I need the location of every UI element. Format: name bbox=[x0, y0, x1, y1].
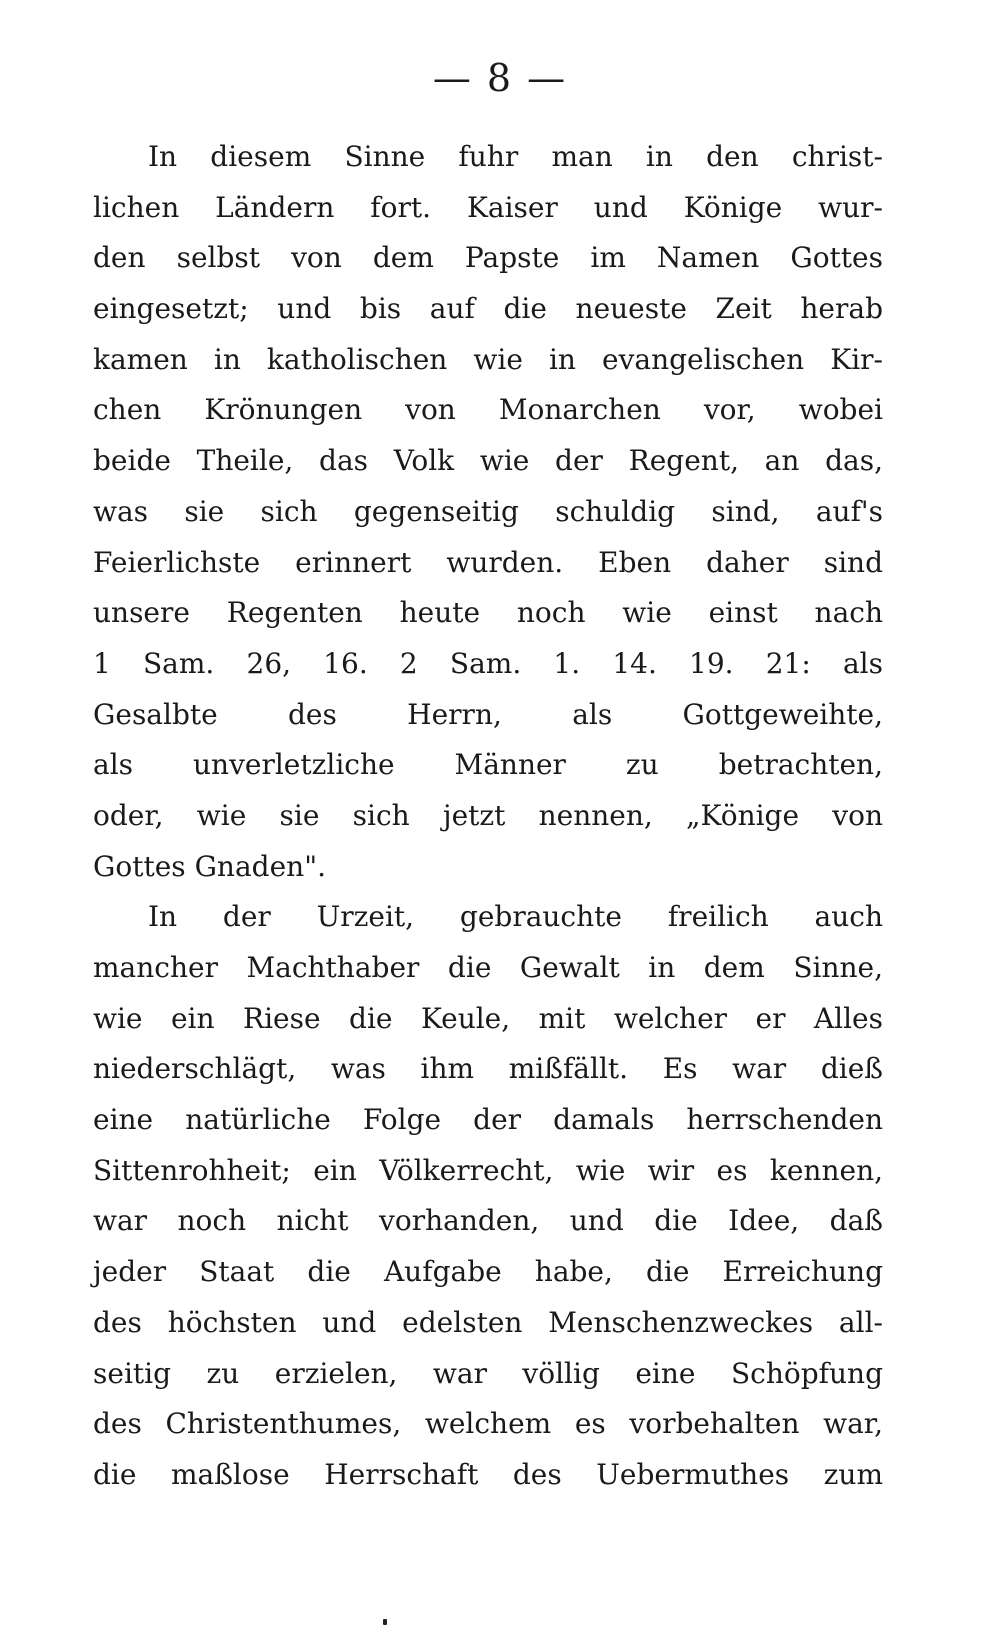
text-line: was sie sich gegenseitig schuldig sind, auf's bbox=[93, 494, 883, 528]
text-line: In diesem Sinne fuhr man in den christ- bbox=[148, 140, 883, 173]
text-line: eine natürliche Folge der damals herrschenden bbox=[93, 1103, 883, 1137]
text-line: Sittenrohheit; ein Völkerrecht, wie wir es kennen, bbox=[93, 1153, 883, 1187]
text-line: eingesetzt; und bis auf die neueste Zeit herab bbox=[93, 292, 883, 326]
page-number: — 8 — bbox=[432, 56, 568, 100]
text-line: 1 Sam. 26, 16. 2 Sam. 1. 14. 19. 21: als bbox=[93, 646, 883, 680]
text-line: jeder Staat die Aufgabe habe, die Erreichung bbox=[93, 1255, 883, 1289]
text-line: lichen Ländern fort. Kaiser und Könige wur- bbox=[93, 190, 883, 224]
text-line: des höchsten und edelsten Menschenzweckes all- bbox=[93, 1305, 883, 1339]
text-line: Feierlichste erinnert wurden. Eben daher sind bbox=[93, 545, 883, 579]
text-line: als unverletzliche Männer zu betrachten, bbox=[93, 748, 883, 782]
text-line: des Christenthumes, welchem es vorbehalten war, bbox=[93, 1407, 883, 1441]
text-line: unsere Regenten heute noch wie einst nach bbox=[93, 596, 883, 630]
text-line: oder, wie sie sich jetzt nennen, „Könige von bbox=[93, 798, 883, 832]
body-text bbox=[93, 132, 883, 1501]
text-line: wie ein Riese die Keule, mit welcher er Alles bbox=[93, 1001, 883, 1035]
text-line: mancher Machthaber die Gewalt in dem Sinne, bbox=[93, 951, 883, 984]
text-line: den selbst von dem Papste im Namen Gottes bbox=[93, 241, 883, 275]
text-line: kamen in katholischen wie in evangelischen Kir- bbox=[93, 342, 883, 376]
ink-speck bbox=[383, 1619, 387, 1625]
paragraph-1 bbox=[93, 132, 883, 892]
text-line: beide Theile, das Volk wie der Regent, an das, bbox=[93, 444, 883, 478]
text-line: Gottes Gnaden". bbox=[93, 849, 326, 883]
text-line: chen Krönungen von Monarchen vor, wobei bbox=[93, 393, 883, 427]
text-line: die maßlose Herrschaft des Uebermuthes zum bbox=[93, 1457, 883, 1491]
text-line: niederschlägt, was ihm mißfällt. Es war dieß bbox=[93, 1052, 883, 1086]
text-line: In der Urzeit, gebrauchte freilich auch bbox=[148, 900, 883, 934]
paragraph-2 bbox=[93, 892, 883, 1500]
text-line: war noch nicht vorhanden, und die Idee, daß bbox=[93, 1204, 883, 1238]
text-line: seitig zu erzielen, war völlig eine Schöpfung bbox=[93, 1356, 883, 1390]
text-line: Gesalbte des Herrn, als Gottgeweihte, bbox=[93, 697, 883, 731]
